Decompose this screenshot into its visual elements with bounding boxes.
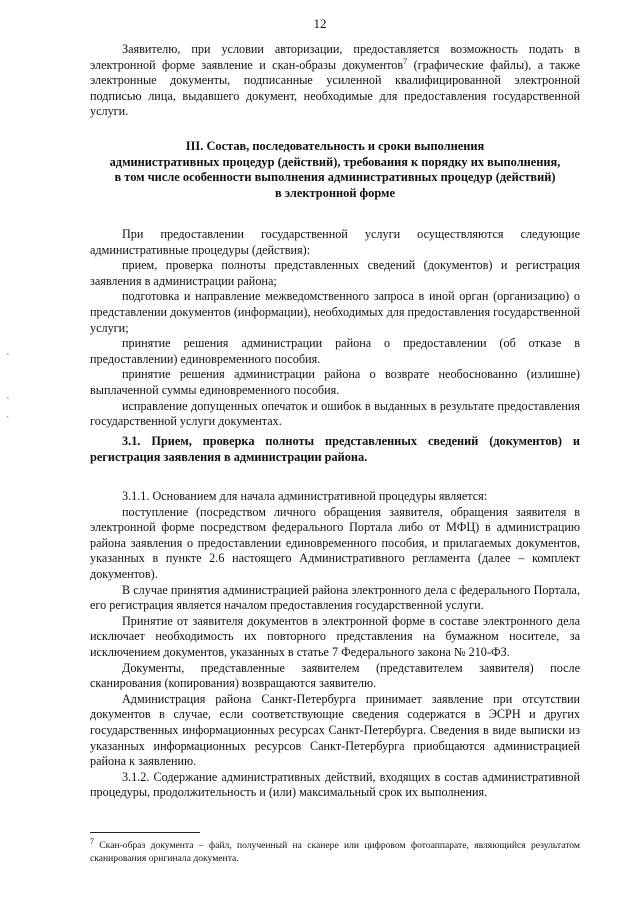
footnote-marker: 7: [90, 836, 94, 846]
procedure-item: прием, проверка полноты представленных сведений (документов) и регистрация заявления в администрации района;: [90, 258, 580, 288]
procedure-item: подготовка и направление межведомственного запроса в иной орган (организацию) о представлении документов (информации), необходимых для предоставления государственной услуги;: [90, 289, 580, 335]
body-paragraph: Документы, представленные заявителем (представителем заявителя) после сканирования (копирования) возвращаются заявителю.: [90, 660, 580, 691]
procedures-intro: При предоставлении государственной услуги осуществляются следующие административные процедуры (действия):: [90, 227, 580, 257]
body-paragraph: 3.1.1. Основанием для начала административной процедуры является:: [122, 489, 488, 503]
section-heading-line: III. Состав, последовательность и сроки выполнения: [185, 139, 485, 153]
body-paragraph: Принятие от заявителя документов в электронной форме в составе электронного дела исключает необходимость их повторного представления на бумажном носителе, за исключением документов, указанных в статье 7 Федерального закона № 210-ФЗ.: [90, 613, 580, 659]
body-paragraph: 3.1.2. Содержание административных действий, входящих в состав административной процедуры, продолжительность и (или) максимальный срок их выполнения.: [90, 769, 580, 800]
scan-artifact: ˋ: [6, 396, 10, 408]
subsection-heading: 3.1. Прием, проверка полноты представленных сведений (документов) и регистрация заявления в администрации района.: [90, 434, 580, 464]
section-heading-line: административных процедур (действий), требования к порядку их выполнения,: [109, 154, 561, 169]
body-paragraph: Администрация района Санкт-Петербурга принимает заявление при отсутствии документов в случае, если соответствующие сведения содержатся в ЭСРН и других государственных информационных ресурсах Санкт-Петербурга. Сведения в виде выписки из указанных информационных ресурсов Санкт-Петербурга приобщаются администрацией района к заявлению.: [90, 691, 580, 769]
procedures-list: [90, 227, 580, 430]
scan-artifact: ˋ: [6, 352, 10, 364]
body-paragraph: поступление (посредством личного обращения заявителя, обращения заявителя в электронной форме посредством федерального Портала либо от МФЦ) в администрацию района заявления о предоставлении единовременного пособия, и прилагаемых документов, указанных в пункте 2.6 настоящего Административного регламента (далее – комплект документов).: [90, 504, 580, 581]
procedure-item: исправление допущенных опечаток и ошибок в выданных в результате предоставления государственной услуги документах.: [90, 398, 580, 429]
footnote-reference: 7: [403, 56, 408, 66]
footnote: [90, 836, 580, 865]
body-paragraph: В случае принятия администрацией района электронного дела с федерального Портала, его регистрация является началом предоставления государственной услуги.: [90, 582, 580, 613]
section-heading-line: в электронной форме: [275, 185, 395, 200]
footnote-text: Скан-образ документа – файл, полученный на сканере или цифровом фотоаппарате, являющийся результатом сканирования оригинала документа.: [90, 840, 580, 864]
body-text: [90, 489, 580, 801]
procedure-item: принятие решения администрации района о возврате необоснованно (излишне) выплаченной суммы единовременного пособия.: [90, 367, 580, 397]
section-heading: [90, 139, 580, 201]
section-heading-line: в том числе особенности выполнения административных процедур (действий): [114, 170, 556, 185]
footnote-separator: [90, 832, 200, 833]
intro-paragraph: [90, 42, 580, 120]
intro-text-after: (графические файлы), а также электронные документы, подписанные усиленной квалифицированной электронной подписью лица, выдавшего документ, необходимые для предоставления государственной услуги.: [90, 57, 580, 119]
intro-text-before: Заявителю, при условии авторизации, предоставляется возможность подать в электронной форме заявление и скан-образы документов: [90, 42, 580, 72]
page-number: 12: [313, 16, 327, 31]
procedure-item: принятие решения администрации района о предоставлении (об отказе в предоставлении) единовременного пособия.: [90, 336, 580, 366]
scan-artifact: ˌ: [6, 406, 10, 418]
